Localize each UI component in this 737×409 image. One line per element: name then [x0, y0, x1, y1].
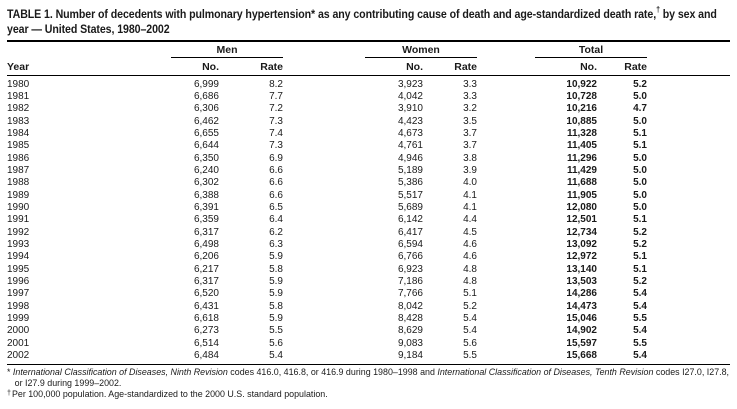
total-no-cell: 11,405	[566, 140, 597, 152]
men-rate-cell: 6.6	[269, 164, 283, 176]
total-rate-cell: 5.1	[633, 127, 647, 139]
total-rate-cell: 5.1	[633, 140, 647, 152]
total-no-cell: 11,905	[566, 189, 597, 201]
year-cell: 1983	[7, 115, 30, 127]
year-cell: 1999	[7, 313, 30, 325]
row-filler	[647, 103, 730, 115]
women-rate-cell: 4.5	[463, 226, 477, 238]
men-no-cell: 6,350	[193, 152, 219, 164]
women-no-cell: 6,417	[397, 226, 423, 238]
men-no-cell: 6,306	[193, 103, 219, 115]
total-no-cell: 11,688	[566, 177, 597, 189]
data-table	[7, 42, 730, 365]
total-rate-column-header: Rate	[597, 58, 647, 75]
table-row	[7, 140, 730, 152]
row-filler	[647, 165, 730, 177]
title-dagger: †	[656, 5, 660, 14]
men-no-cell: 6,498	[193, 238, 219, 250]
men-no-cell: 6,644	[193, 140, 219, 152]
men-rate-cell: 6.9	[269, 152, 283, 164]
year-cell: 1980	[7, 78, 30, 90]
men-rate-cell: 5.8	[269, 300, 283, 312]
header-filler	[647, 58, 730, 75]
men-rate-cell: 8.2	[269, 78, 283, 90]
men-rate-cell: 5.9	[269, 313, 283, 325]
total-rate-cell: 5.5	[633, 337, 647, 349]
men-no-cell: 6,391	[193, 201, 219, 213]
footnote-rate-marker: †	[7, 388, 11, 397]
row-filler	[647, 75, 730, 91]
men-no-cell: 6,217	[193, 263, 219, 275]
men-rate-cell: 6.5	[269, 201, 283, 213]
men-no-cell: 6,240	[193, 164, 219, 176]
table-row	[7, 116, 730, 128]
women-rate-cell: 4.1	[463, 201, 477, 213]
women-rate-cell: 5.5	[463, 350, 477, 362]
total-rate-cell: 5.4	[633, 350, 647, 362]
women-no-cell: 6,594	[397, 238, 423, 250]
women-no-cell: 4,673	[397, 127, 423, 139]
table-header	[7, 42, 730, 75]
table-row	[7, 350, 730, 365]
women-no-cell: 9,083	[397, 337, 423, 349]
total-no-cell: 10,922	[566, 78, 597, 90]
women-no-cell: 6,766	[397, 251, 423, 263]
total-rate-cell: 5.2	[633, 238, 647, 250]
men-no-cell: 6,388	[193, 189, 219, 201]
total-no-cell: 11,296	[566, 152, 597, 164]
women-no-cell: 7,186	[397, 276, 423, 287]
women-rate-cell: 3.3	[463, 78, 477, 90]
men-rate-cell: 7.3	[269, 140, 283, 152]
year-cell: 1982	[7, 103, 30, 115]
table-row	[7, 190, 730, 202]
total-rate-cell: 5.4	[633, 300, 647, 312]
total-rate-cell: 4.7	[633, 103, 647, 115]
women-no-cell: 6,923	[397, 263, 423, 275]
total-rate-cell: 5.4	[633, 288, 647, 300]
women-no-cell: 5,386	[397, 177, 423, 189]
women-rate-cell: 4.6	[463, 251, 477, 263]
men-rate-cell: 5.5	[269, 325, 283, 337]
women-rate-cell: 3.3	[463, 90, 477, 102]
total-no-cell: 11,328	[566, 127, 597, 139]
men-no-cell: 6,520	[193, 288, 219, 300]
women-no-cell: 5,689	[397, 201, 423, 213]
footnote-icd10-codes: codes I27.0, I27.8, or I27.9 during 1999–2002.	[14, 367, 730, 389]
year-column-header: Year	[7, 58, 157, 75]
year-cell: 1991	[7, 214, 30, 226]
women-rate-cell: 5.1	[463, 288, 477, 300]
table-row	[7, 202, 730, 214]
total-rate-cell: 5.0	[633, 189, 647, 201]
men-no-cell: 6,317	[193, 276, 219, 287]
women-no-cell: 8,629	[397, 325, 423, 337]
year-cell: 1990	[7, 201, 30, 213]
total-rate-cell: 5.5	[633, 313, 647, 325]
table-row	[7, 313, 730, 325]
group-header-men	[157, 42, 283, 58]
women-rate-cell: 4.1	[463, 189, 477, 201]
total-rate-cell: 5.2	[633, 276, 647, 287]
women-rate-cell: 4.6	[463, 238, 477, 250]
men-no-cell: 6,317	[193, 226, 219, 238]
men-rate-cell: 5.9	[269, 276, 283, 287]
row-filler	[647, 116, 730, 128]
men-no-cell: 6,514	[193, 337, 219, 349]
total-no-cell: 10,728	[566, 90, 597, 102]
table-row	[7, 227, 730, 239]
row-filler	[647, 350, 730, 365]
total-no-cell: 13,503	[566, 276, 597, 287]
women-no-cell: 6,142	[397, 214, 423, 226]
total-no-cell: 14,902	[566, 325, 597, 337]
women-rate-cell: 4.4	[463, 214, 477, 226]
year-cell: 1989	[7, 189, 30, 201]
year-cell: 1986	[7, 152, 30, 164]
men-rate-cell: 7.2	[269, 103, 283, 115]
row-filler	[647, 276, 730, 288]
table-row	[7, 288, 730, 300]
table-row	[7, 128, 730, 140]
women-rate-cell: 5.4	[463, 325, 477, 337]
women-no-column-header: No.	[283, 58, 423, 75]
total-no-cell: 13,092	[566, 238, 597, 250]
group-header-total-label: Total	[535, 44, 647, 58]
table-row	[7, 301, 730, 313]
men-rate-column-header: Rate	[219, 58, 283, 75]
year-cell: 1987	[7, 164, 30, 176]
women-no-cell: 8,042	[397, 300, 423, 312]
total-no-cell: 15,046	[566, 313, 597, 325]
women-rate-cell: 3.5	[463, 115, 477, 127]
table-title	[7, 3, 730, 37]
footnote-icd9-citation: International Classification of Diseases, Ninth Revision	[12, 367, 228, 378]
table-row	[7, 91, 730, 103]
women-no-cell: 3,923	[397, 78, 423, 90]
total-no-cell: 10,216	[566, 103, 597, 115]
total-rate-cell: 5.4	[633, 325, 647, 337]
men-rate-cell: 5.8	[269, 263, 283, 275]
men-rate-cell: 6.3	[269, 238, 283, 250]
row-filler	[647, 338, 730, 350]
table-row	[7, 177, 730, 189]
women-no-cell: 3,910	[397, 103, 423, 115]
men-rate-cell: 6.4	[269, 214, 283, 226]
row-filler	[647, 313, 730, 325]
women-no-cell: 5,189	[397, 164, 423, 176]
total-rate-cell: 5.1	[633, 263, 647, 275]
total-rate-cell: 5.1	[633, 251, 647, 263]
header-spacer	[7, 42, 157, 58]
total-rate-cell: 5.1	[633, 214, 647, 226]
women-rate-cell: 3.8	[463, 152, 477, 164]
men-no-cell: 6,655	[193, 127, 219, 139]
group-header-row	[7, 42, 730, 58]
table-row	[7, 239, 730, 251]
men-rate-cell: 6.6	[269, 189, 283, 201]
footnote-rate	[7, 389, 730, 401]
women-rate-cell: 5.6	[463, 337, 477, 349]
women-rate-cell: 5.2	[463, 300, 477, 312]
year-cell: 2000	[7, 325, 30, 337]
men-rate-cell: 5.9	[269, 288, 283, 300]
table-body	[7, 75, 730, 365]
year-cell: 2002	[7, 350, 30, 362]
total-rate-cell: 5.0	[633, 201, 647, 213]
row-filler	[647, 190, 730, 202]
men-no-cell: 6,302	[193, 177, 219, 189]
men-no-column-header: No.	[157, 58, 219, 75]
men-rate-cell: 5.4	[269, 350, 283, 362]
women-no-cell: 7,766	[397, 288, 423, 300]
table-row	[7, 251, 730, 263]
women-rate-cell: 4.8	[463, 263, 477, 275]
men-no-cell: 6,431	[193, 300, 219, 312]
total-no-cell: 10,885	[566, 115, 597, 127]
row-filler	[647, 227, 730, 239]
row-filler	[647, 301, 730, 313]
row-filler	[647, 153, 730, 165]
total-rate-cell: 5.0	[633, 115, 647, 127]
year-cell: 1985	[7, 140, 30, 152]
footnote-rate-text: Per 100,000 population. Age-standardized to the 2000 U.S. standard population.	[11, 389, 328, 399]
footnote-icd	[7, 367, 730, 389]
table-row	[7, 103, 730, 115]
women-no-cell: 4,761	[397, 140, 423, 152]
row-filler	[647, 177, 730, 189]
women-rate-cell: 3.7	[463, 140, 477, 152]
total-no-cell: 12,080	[566, 201, 597, 213]
women-no-cell: 4,423	[397, 115, 423, 127]
total-no-cell: 12,972	[566, 251, 597, 263]
men-no-cell: 6,999	[193, 78, 219, 90]
total-no-cell: 12,734	[566, 226, 597, 238]
year-cell: 1998	[7, 300, 30, 312]
row-filler	[647, 128, 730, 140]
table-row	[7, 75, 730, 91]
women-no-cell: 8,428	[397, 313, 423, 325]
men-no-cell: 6,618	[193, 313, 219, 325]
row-filler	[647, 325, 730, 337]
footnotes	[7, 367, 730, 400]
footnote-icd9-codes: codes 416.0, 416.8, or 416.9 during 1980–1998 and	[227, 367, 438, 378]
year-cell: 2001	[7, 337, 30, 349]
men-no-cell: 6,359	[193, 214, 219, 226]
table-row	[7, 214, 730, 226]
total-no-column-header: No.	[477, 58, 597, 75]
header-filler	[647, 42, 730, 58]
total-rate-cell: 5.0	[633, 90, 647, 102]
table-row	[7, 153, 730, 165]
year-cell: 1988	[7, 177, 30, 189]
men-rate-cell: 6.6	[269, 177, 283, 189]
table-title-text: TABLE 1. Number of decedents with pulmonary hypertension* as any contributing cause of death and age-standardized death rate,	[7, 7, 657, 21]
total-rate-cell: 5.2	[633, 78, 647, 90]
men-rate-cell: 7.3	[269, 115, 283, 127]
women-rate-cell: 4.8	[463, 276, 477, 287]
women-rate-column-header: Rate	[423, 58, 477, 75]
total-no-cell: 14,473	[566, 300, 597, 312]
group-header-men-label: Men	[171, 44, 283, 58]
total-no-cell: 11,429	[566, 164, 597, 176]
column-header-row	[7, 58, 730, 75]
year-cell: 1981	[7, 90, 30, 102]
year-cell: 1992	[7, 226, 30, 238]
group-header-women	[283, 42, 477, 58]
women-rate-cell: 3.2	[463, 103, 477, 115]
row-filler	[647, 239, 730, 251]
men-rate-cell: 6.2	[269, 226, 283, 238]
year-cell: 1995	[7, 263, 30, 275]
year-cell: 1996	[7, 276, 30, 287]
women-no-cell: 4,946	[397, 152, 423, 164]
total-rate-cell: 5.0	[633, 164, 647, 176]
women-rate-cell: 4.0	[463, 177, 477, 189]
row-filler	[647, 288, 730, 300]
footnote-icd10-citation: International Classification of Diseases, Tenth Revision	[437, 367, 654, 378]
men-no-cell: 6,484	[193, 350, 219, 362]
table-row	[7, 325, 730, 337]
year-cell: 1984	[7, 127, 30, 139]
men-rate-cell: 7.4	[269, 127, 283, 139]
group-header-total	[477, 42, 647, 58]
year-cell: 1994	[7, 251, 30, 263]
row-filler	[647, 202, 730, 214]
footnote-icd-marker: *	[7, 367, 13, 378]
year-cell: 1993	[7, 238, 30, 250]
table-row	[7, 264, 730, 276]
men-rate-cell: 5.9	[269, 251, 283, 263]
group-header-women-label: Women	[365, 44, 477, 58]
men-no-cell: 6,273	[193, 325, 219, 337]
women-rate-cell: 3.7	[463, 127, 477, 139]
men-no-cell: 6,462	[193, 115, 219, 127]
men-no-cell: 6,206	[193, 251, 219, 263]
women-no-cell: 5,517	[397, 189, 423, 201]
year-cell: 1997	[7, 288, 30, 300]
men-rate-cell: 5.6	[269, 337, 283, 349]
table-row	[7, 165, 730, 177]
total-no-cell: 15,668	[566, 350, 597, 362]
row-filler	[647, 91, 730, 103]
total-no-cell: 14,286	[566, 288, 597, 300]
total-no-cell: 12,501	[566, 214, 597, 226]
row-filler	[647, 214, 730, 226]
row-filler	[647, 251, 730, 263]
men-rate-cell: 7.7	[269, 90, 283, 102]
table-title-scope: by sex and year — United States, 1980–2002	[7, 7, 717, 36]
table-row	[7, 276, 730, 288]
women-no-cell: 4,042	[397, 90, 423, 102]
row-filler	[647, 264, 730, 276]
total-no-cell: 13,140	[566, 263, 597, 275]
total-no-cell: 15,597	[566, 337, 597, 349]
women-rate-cell: 3.9	[463, 164, 477, 176]
total-rate-cell: 5.0	[633, 177, 647, 189]
women-rate-cell: 5.4	[463, 313, 477, 325]
men-no-cell: 6,686	[193, 90, 219, 102]
total-rate-cell: 5.0	[633, 152, 647, 164]
women-no-cell: 9,184	[397, 350, 423, 362]
total-rate-cell: 5.2	[633, 226, 647, 238]
row-filler	[647, 140, 730, 152]
table-row	[7, 338, 730, 350]
